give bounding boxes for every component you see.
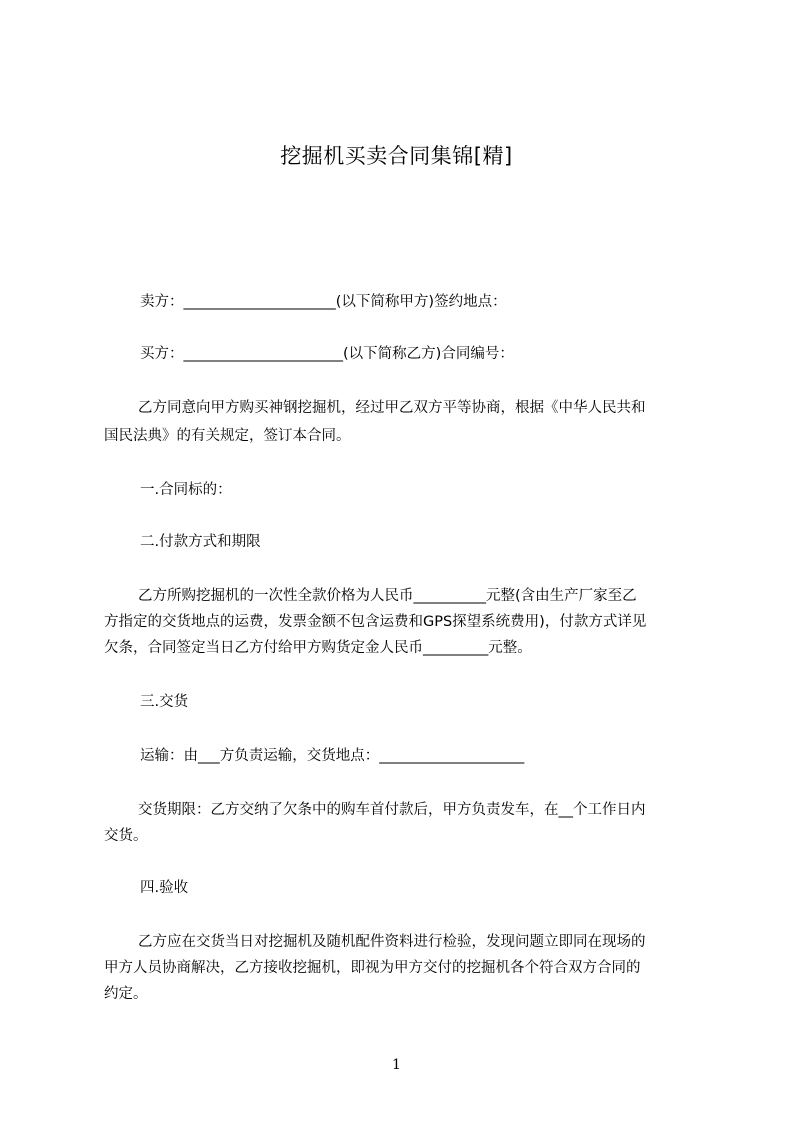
section-2-paragraph-line-1: 乙方所购挖掘机的一次性全款价格为人民币__________元整(含由生产厂家至乙 <box>138 588 637 604</box>
section-4-paragraph-line-1: 乙方应在交货当日对挖掘机及随机配件资料进行检验，发现问题立即同在现场的 <box>138 934 646 950</box>
seller-line: 卖方：_____________________(以下简称甲方)签约地点： <box>140 294 507 310</box>
section-2-heading: 二.付款方式和期限 <box>140 534 261 550</box>
buyer-line: 买方：______________________(以下简称乙方)合同编号： <box>140 346 514 362</box>
delivery-period-line-1: 交货期限：乙方交纳了欠条中的购车首付款后，甲方负责发车，在__个工作日内 <box>138 802 646 818</box>
delivery-period-line-2: 交货。 <box>104 828 148 844</box>
section-4-paragraph-line-2: 甲方人员协商解决，乙方接收挖掘机，即视为甲方交付的挖掘机各个符合双方合同的 <box>104 960 641 976</box>
section-2-paragraph-line-3: 欠条，合同签定当日乙方付给甲方购货定金人民币_________元整。 <box>104 640 532 656</box>
section-1-heading: 一.合同标的： <box>140 482 232 498</box>
page-number: 1 <box>392 1057 401 1073</box>
section-4-paragraph-line-3: 约定。 <box>104 986 148 1002</box>
document-title: 挖掘机买卖合同集锦[精] <box>280 144 513 168</box>
intro-paragraph-line-1: 乙方同意向甲方购买神钢挖掘机，经过甲乙双方平等协商，根据《中华人民共和 <box>138 400 646 416</box>
section-2-paragraph-line-2: 方指定的交货地点的运费，发票金额不包含运费和GPS探望系统费用)，付款方式详见 <box>104 614 647 630</box>
section-4-heading: 四.验收 <box>140 880 189 896</box>
section-3-heading: 三.交货 <box>140 694 189 710</box>
transport-line: 运输：由___方负责运输，交货地点：____________________ <box>140 748 525 764</box>
intro-paragraph-line-2: 国民法典》的有关规定，签订本合同。 <box>104 428 351 444</box>
